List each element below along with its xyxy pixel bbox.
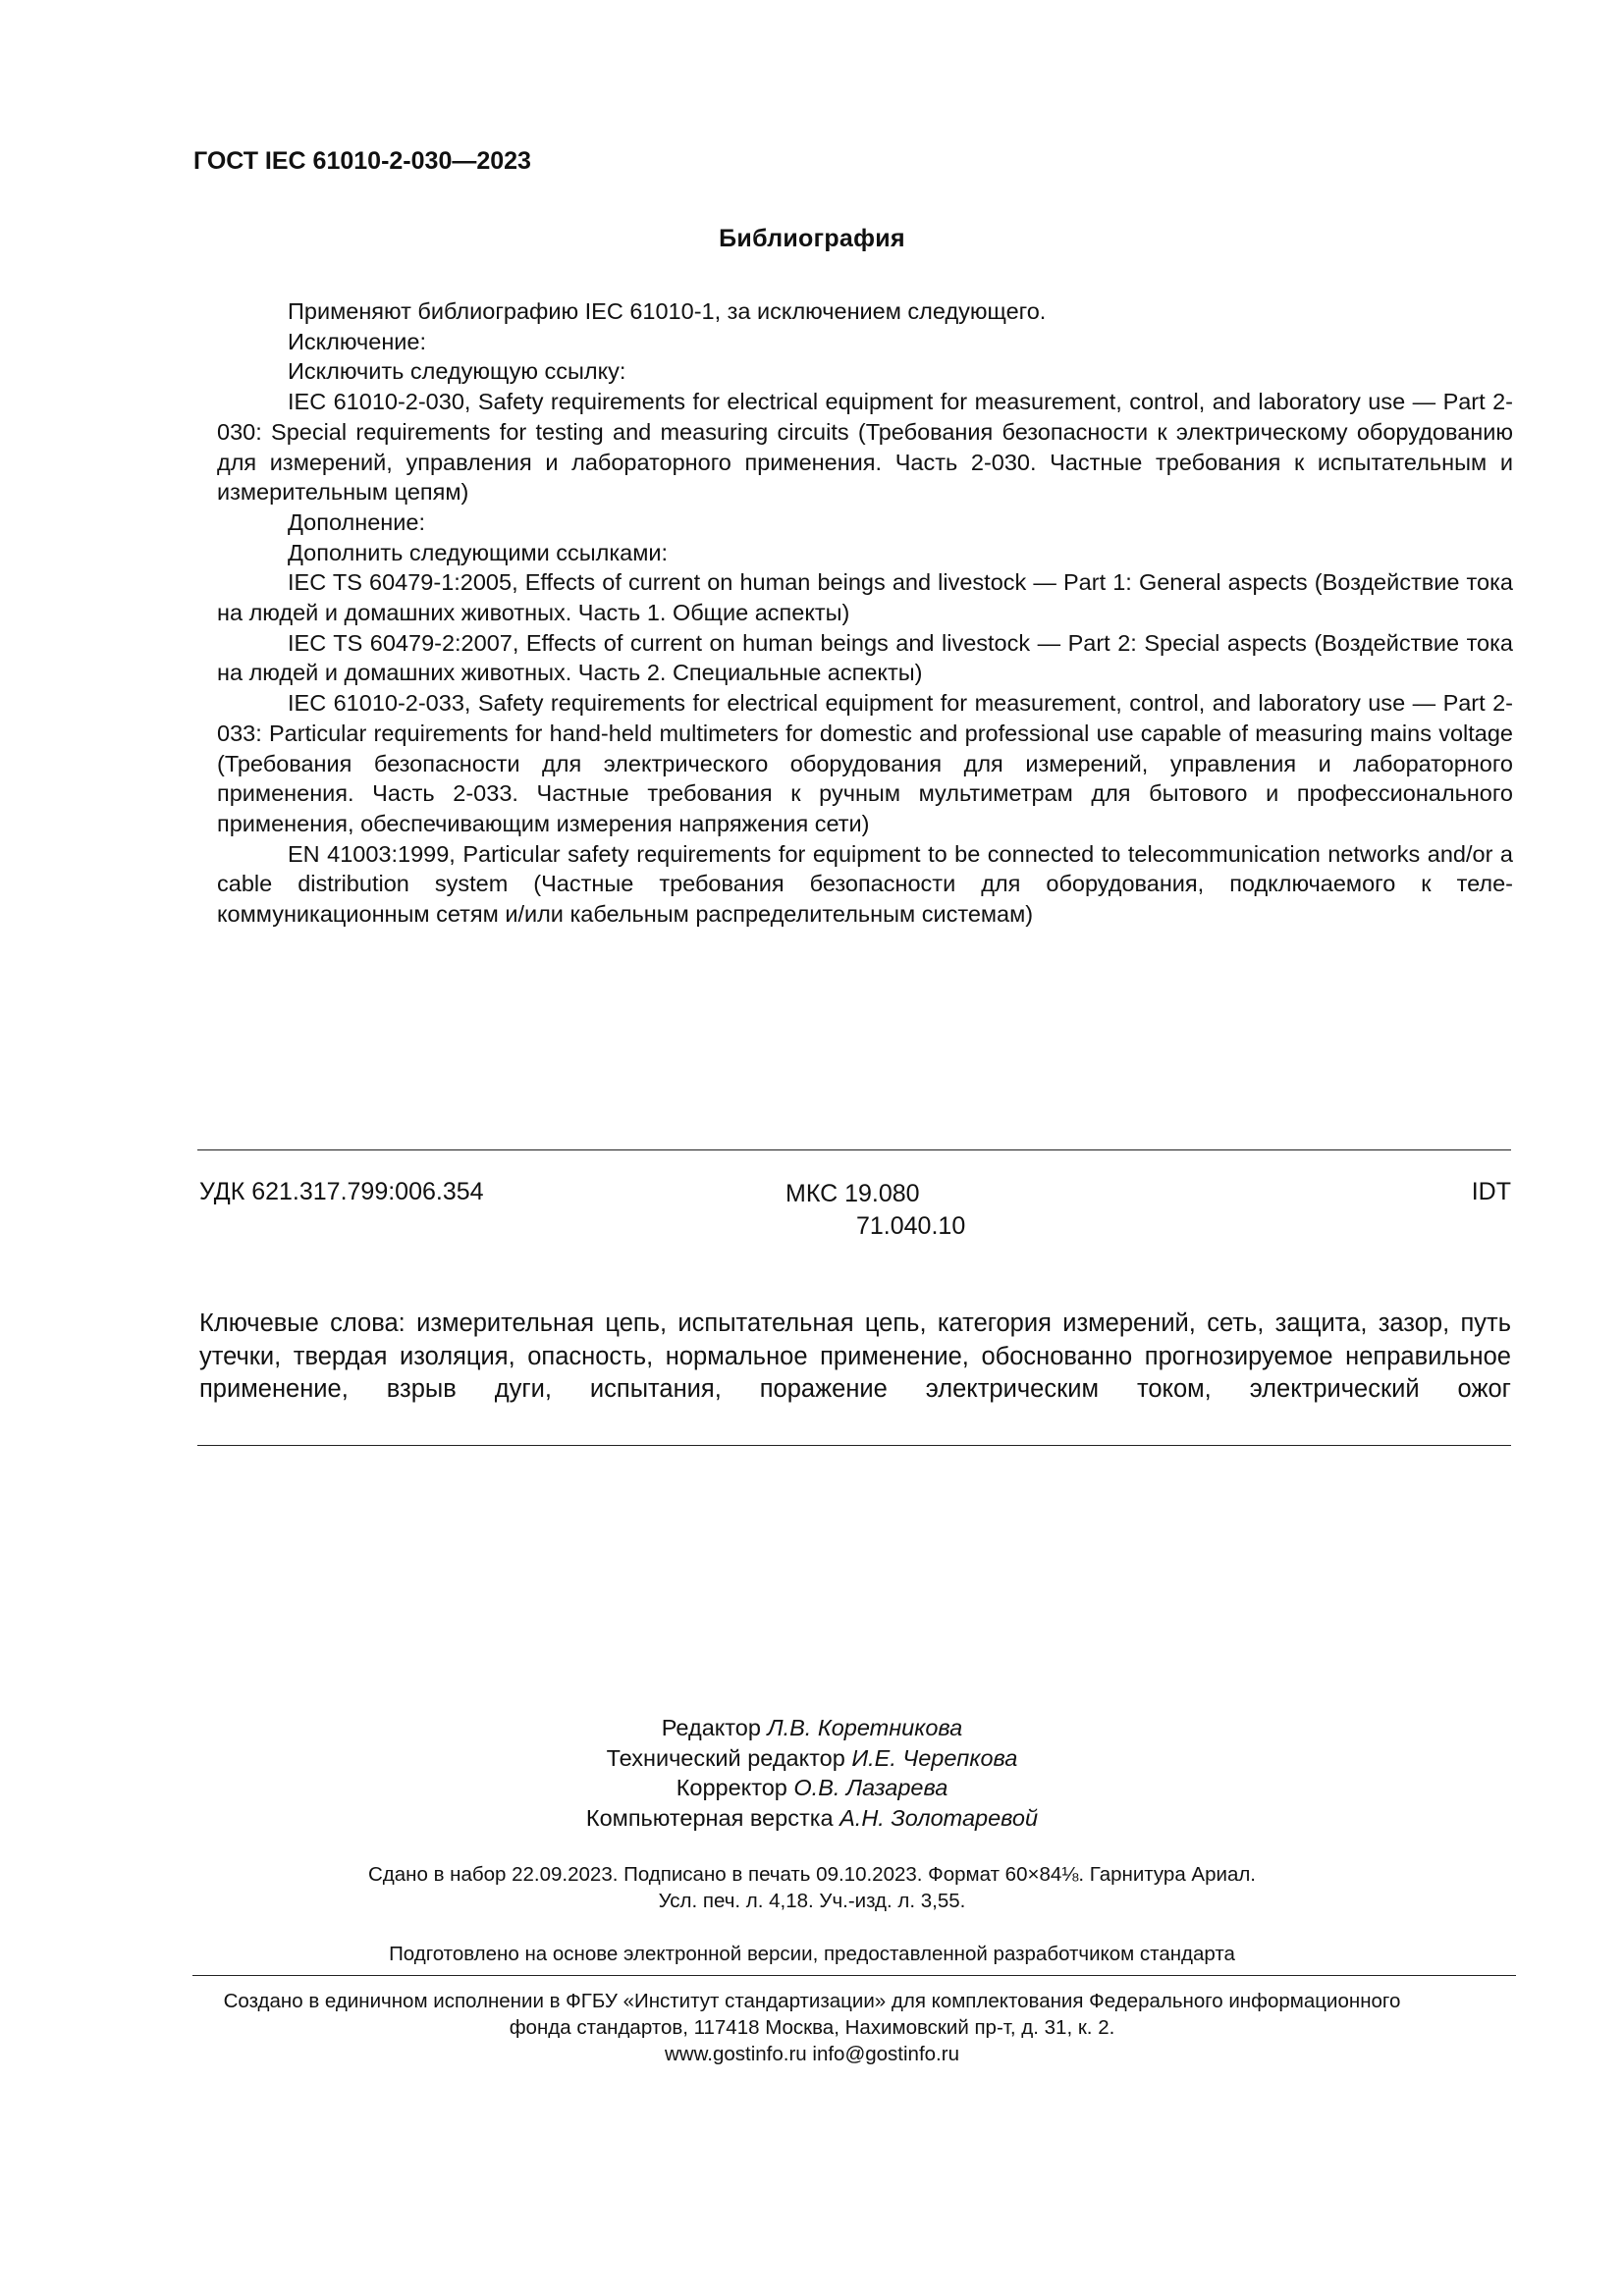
bibliography-reference: IEC 61010-2-030, Safety requirements for electrical equipment for measurement, control, and laboratory use — Part 2-030: Special requirements for testing and measuring circuits (Требования безопасности к электрическому оборудованию для измерений, управления и лабораторного применения. Часть 2-030. Частные требования к испытательным и измерительным цепям) bbox=[217, 389, 1513, 506]
credit-proofreader bbox=[0, 1773, 1624, 1803]
bibliography-title: Библиография bbox=[719, 225, 905, 252]
created-line-2: фонда стандартов, 117418 Москва, Нахимовский пр-т, д. 31, к. 2. bbox=[509, 2016, 1115, 2039]
bibliography-paragraph: Исключение: bbox=[288, 328, 427, 354]
created-note bbox=[0, 1988, 1624, 2067]
credit-layout bbox=[0, 1803, 1624, 1834]
credit-role: Компьютерная верстка bbox=[585, 1804, 834, 1831]
credit-name: И.Е. Черепкова bbox=[851, 1744, 1018, 1771]
page-header-standard-id: ГОСТ IEC 61010-2-030—2023 bbox=[193, 147, 531, 175]
bibliography-paragraph: Применяют библиографию IEC 61010-1, за исключением следующего. bbox=[288, 298, 1047, 324]
credit-name: Л.В. Коретникова bbox=[767, 1715, 963, 1740]
prepared-note: Подготовлено на основе электронной версии, предоставленной разработчиком стандарта bbox=[389, 1943, 1235, 1965]
created-line-1: Создано в единичном исполнении в ФГБУ «Институт стандартизации» для комплектования Федерального информационного bbox=[223, 1990, 1401, 2012]
credit-role: Редактор bbox=[661, 1715, 761, 1740]
bibliography-body bbox=[217, 296, 1513, 930]
divider-top bbox=[197, 1149, 1511, 1150]
mks-codes bbox=[785, 1178, 965, 1243]
divider-keywords bbox=[197, 1445, 1511, 1446]
bibliography-paragraph: Дополнение: bbox=[288, 508, 425, 535]
bibliography-reference: IEC TS 60479-1:2005, Effects of current on human beings and livestock — Part 1: General aspects (Воздействие тока на людей и домашних животных. Часть 1. Общие аспекты) bbox=[217, 569, 1513, 626]
imprint-line-volume: Усл. печ. л. 4,18. Уч.-изд. л. 3,55. bbox=[658, 1890, 966, 1912]
contacts-links[interactable]: www.gostinfo.ru info@gostinfo.ru bbox=[665, 2043, 959, 2065]
udk-code: УДК 621.317.799:006.354 bbox=[199, 1178, 484, 1205]
credit-role: Технический редактор bbox=[606, 1744, 845, 1771]
idt-label: IDT bbox=[1471, 1178, 1511, 1205]
credit-name: О.В. Лазарева bbox=[793, 1775, 948, 1801]
imprint-line-dates: Сдано в набор 22.09.2023. Подписано в печать 09.10.2023. Формат 60×84⅛. Гарнитура Ариал. bbox=[367, 1863, 1256, 1886]
keywords: Ключевые слова: измерительная цепь, испытательная цепь, категория измерений, сеть, защита, зазор, путь утечки, твердая изоляция, опасность, нормальное применение, обоснованно прогнозируемое неправильное применение, взрыв дуги, испытания, поражение электрическим током, электрический ожог bbox=[199, 1309, 1511, 1403]
mks-code-primary: МКС 19.080 bbox=[785, 1180, 920, 1207]
divider-footer bbox=[192, 1975, 1516, 1976]
credit-editor bbox=[0, 1713, 1624, 1743]
bibliography-reference: IEC 61010-2-033, Safety requirements for electrical equipment for measurement, control, and laboratory use — Part 2-033: Particular requirements for hand-held multimeters for domestic and professional use capable of measuring mains voltage (Требования безопасности для электрического оборудования для измерений, управления и лабораторного применения. Часть 2-033. Частные требования к ручным мультиметрам для бытового и профессионального применения, обеспечивающим измерения напряжения сети) bbox=[217, 690, 1513, 836]
bibliography-paragraph: Исключить следующую ссылку: bbox=[288, 358, 626, 385]
mks-code-secondary: 71.040.10 bbox=[856, 1212, 966, 1240]
imprint-block bbox=[0, 1861, 1624, 1914]
bibliography-paragraph: Дополнить следующими ссылками: bbox=[288, 539, 669, 565]
credits-block bbox=[0, 1713, 1624, 1833]
credit-role: Корректор bbox=[676, 1775, 787, 1801]
credit-technical-editor bbox=[0, 1743, 1624, 1774]
bibliography-reference: EN 41003:1999, Particular safety requirements for equipment to be connected to telecommunication networks and/or a cable distribution system (Частные требования безопасности для оборудования, подключаемого к телекоммуникационным сетям и/или кабельным распределительным системам) bbox=[217, 840, 1513, 928]
credit-name: А.Н. Золотаревой bbox=[839, 1804, 1039, 1831]
bibliography-reference: IEC TS 60479-2:2007, Effects of current on human beings and livestock — Part 2: Special aspects (Воздействие тока на людей и домашних животных. Часть 2. Специальные аспекты) bbox=[217, 629, 1513, 686]
